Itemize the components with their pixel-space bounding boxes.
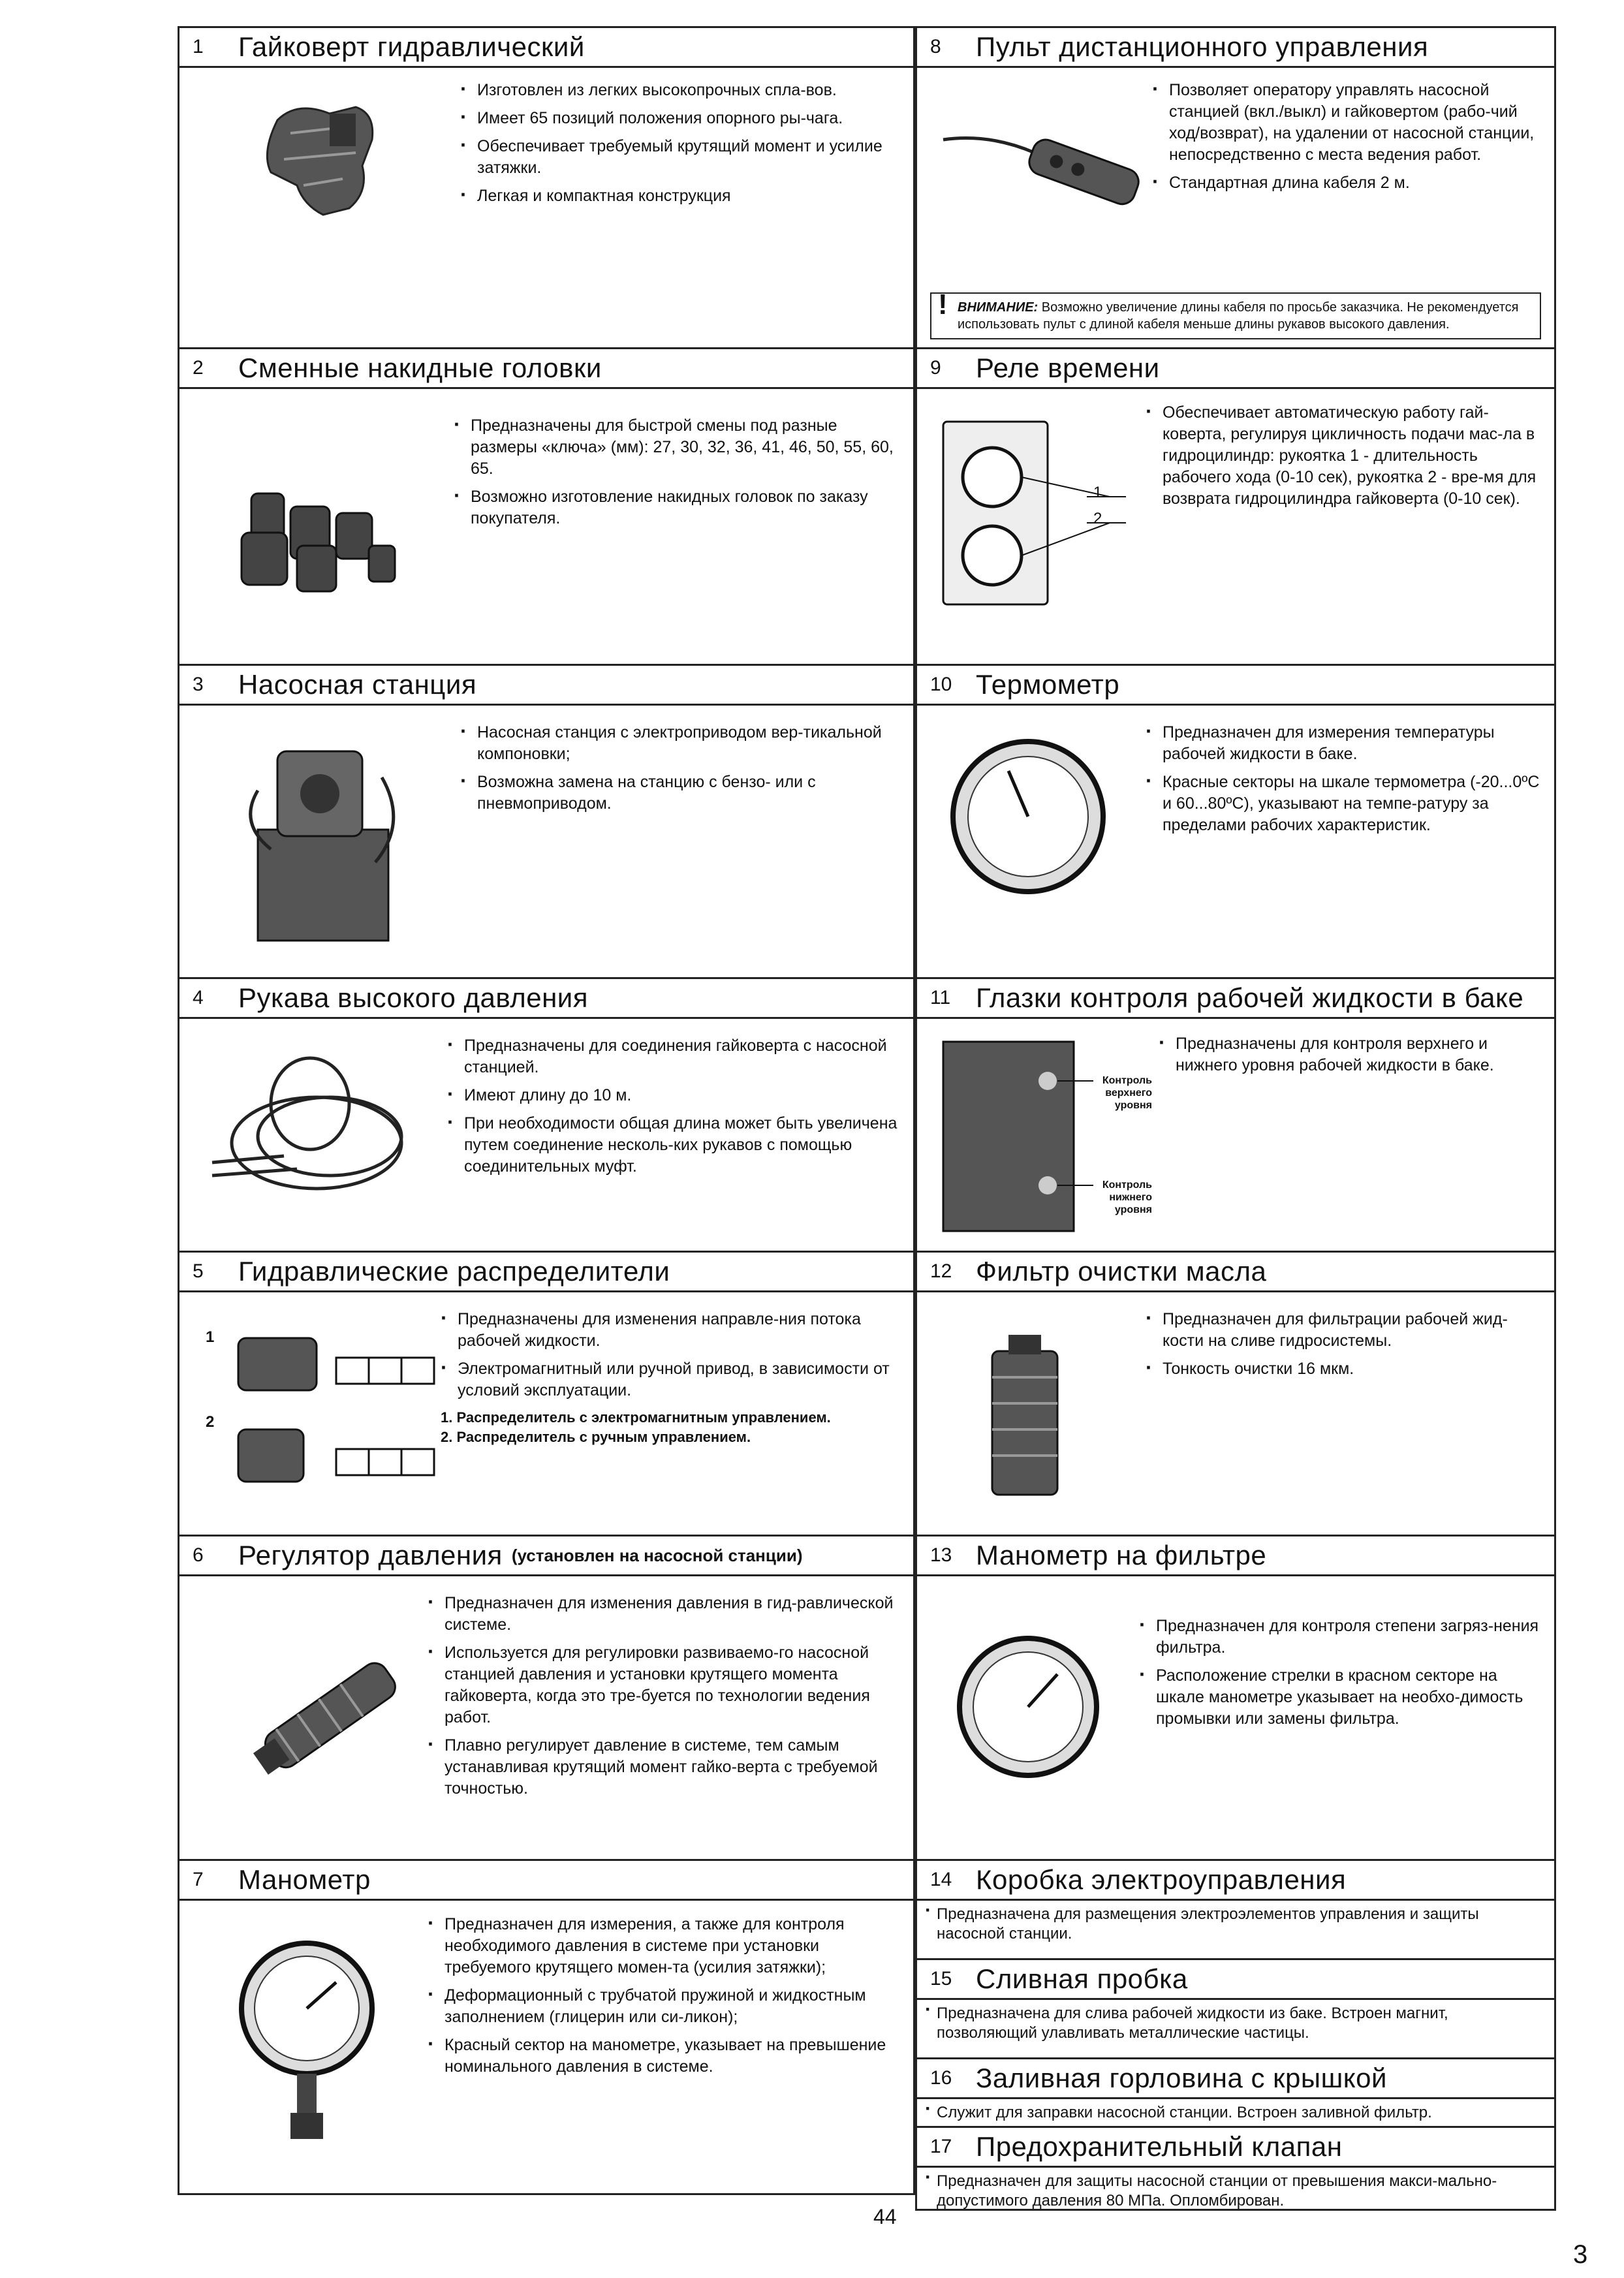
section-header [180,349,913,389]
section-description [1152,80,1544,200]
section-header [917,1253,1554,1292]
section-remote-control [915,26,1556,349]
feature-item: · Предназначен для контроля степени загряз-нения фильтра. [1139,1615,1544,1659]
section-header [180,1861,913,1901]
feature-item: · Предназначены для контроля верхнего и нижнего уровня рабочей жидкости в баке. [1159,1033,1544,1076]
page-number: 44 [873,2205,897,2228]
section-title: Регулятор давления [238,1540,503,1570]
feature-item: · Имеют длину до 10 м. [447,1085,898,1106]
section-number: 15 [930,1968,952,1989]
feature-item: · Легкая и компактная конструкция [460,185,891,207]
section-level-gauges [915,977,1556,1253]
feature-item: · Предназначен для фильтрации рабочей жид-кости на сливе гидросистемы. [1146,1309,1544,1352]
section-title: Термометр [976,669,1120,700]
tank-image [937,1035,1093,1244]
section-description [441,1309,898,1447]
remote-control-image [937,107,1146,218]
section-sockets [178,347,915,666]
warning-text: Возможно увеличение длины кабеля по просьбе заказчика. Не рекомендуется использовать пульт с длиной кабеля меньше длины рукавов высокого давления. [958,300,1519,332]
feature-item: · Возможно изготовление накидных головок по заказу покупателя. [454,486,898,529]
feature-item: · Предназначен для изменения давления в гид-равлической системе. [428,1593,898,1636]
section-number: 13 [930,1544,952,1566]
numbered-list [441,1408,898,1447]
section-header [180,979,913,1019]
hoses-image [206,1045,441,1215]
section-number: 14 [930,1869,952,1890]
section-drain-plug [915,1958,1556,2059]
section-number: 10 [930,674,952,695]
section-number: 4 [193,987,204,1008]
feature-item: · Электромагнитный или ручной привод, в зависимости от условий эксплуатации. [441,1358,898,1401]
section-description [428,1593,898,1806]
feature-item: · Красный сектор на манометре, указывает на превышение номинального давления в системе. [428,2035,898,2078]
section-description [447,1035,898,1184]
section-description [454,415,898,536]
section-header [180,1537,913,1576]
section-number: 11 [930,987,951,1008]
oil-filter-image [976,1332,1074,1508]
corner-number: 3 [1573,2240,1588,2269]
section-pump-station [178,664,915,979]
section-description [1159,1033,1544,1083]
section-electric-box [915,1859,1556,1960]
section-number: 2 [193,357,204,379]
section-title: Гидравлические распределители [238,1256,670,1287]
image-label-1: 1 [206,1328,215,1346]
section-text: · Предназначен для защиты насосной станции от превышения макси-мально-допустимого давления 80 МПа. Опломбирован. [917,2168,1554,2211]
section-header [917,2059,1554,2099]
section-timer-relay [915,347,1556,666]
warning-label: ВНИМАНИЕ: [958,300,1038,315]
timer-relay-image [937,415,1132,611]
section-title: Глазки контроля рабочей жидкости в баке [976,982,1524,1013]
section-number: 5 [193,1260,204,1282]
section-valves [178,1251,915,1537]
upper-level-label: Контроль верхнего уровня [1102,1075,1152,1111]
section-description [1146,1309,1544,1386]
section-text: · Предназначена для размещения электроэлементов управления и защиты насосной станции. [917,1901,1554,1944]
feature-item: · Деформационный с трубчатой пружиной и жидкостным заполнением (глицерин или си-ликон); [428,1985,898,2028]
section-header [917,979,1554,1019]
section-subtitle: (установлен на насосной станции) [511,1545,803,1565]
section-number: 1 [193,36,204,57]
feature-item: · Предназначены для быстрой смены под разные размеры «ключа» (мм): 27, 30, 32, 36, 41, 46, 50, 55, 60, 65. [454,415,898,480]
section-number: 16 [930,2067,952,2089]
section-title: Насосная станция [238,669,477,700]
section-description [460,80,891,213]
feature-item: · Расположение стрелки в красном секторе на шкале манометре указывает на необхо-димость промывки или замены фильтра. [1139,1665,1544,1730]
section-header [180,666,913,706]
warning-icon: ! [938,289,948,320]
section-header [917,1861,1554,1901]
section-description [1146,722,1544,843]
section-title: Манометр [238,1864,371,1895]
section-thermometer [915,664,1556,979]
feature-item: · Изготовлен из легких высокопрочных спла-вов. [460,80,891,101]
feature-item: · Предназначены для изменения направле-ния потока рабочей жидкости. [441,1309,898,1352]
section-title: Предохранительный клапан [976,2131,1343,2162]
handle-label-1: 1 [1093,484,1102,501]
section-header [917,28,1554,68]
section-description [460,722,898,821]
section-number: 7 [193,1869,204,1890]
section-text: · Служит для заправки насосной станции. Встроен заливной фильтр. [917,2099,1554,2123]
section-title: Пульт дистанционного управления [976,31,1429,62]
feature-item: · Стандартная длина кабеля 2 м. [1152,172,1544,194]
section-title: Манометр на фильтре [976,1540,1267,1570]
section-hydraulic-wrench [178,26,915,349]
lower-level-label: Контроль нижнего уровня [1102,1179,1152,1215]
feature-item: · Плавно регулирует давление в системе, тем самым устанавливая крутящий момент гайко-верта с требуемой точностью. [428,1735,898,1800]
section-title: Коробка электроуправления [976,1864,1347,1895]
section-number: 3 [193,674,204,695]
feature-item: · Предназначены для соединения гайковерта с насосной станцией. [447,1035,898,1078]
section-title: Гайковерт гидравлический [238,31,585,62]
section-header [917,349,1554,389]
section-header [180,1253,913,1292]
filter-manometer-image [950,1629,1106,1785]
hydraulic-wrench-image [258,94,395,225]
section-hoses [178,977,915,1253]
section-description [428,1914,898,2084]
section-header [917,2128,1554,2168]
section-title: Заливная горловина с крышкой [976,2063,1387,2093]
manometer-image [232,1933,382,2149]
section-pressure-regulator [178,1535,915,1861]
pump-station-image [232,732,414,947]
thermometer-image [943,732,1113,901]
section-title: Рукава высокого давления [238,982,588,1013]
feature-item: · Предназначен для измерения температуры рабочей жидкости в баке. [1146,722,1544,765]
feature-item: · Насосная станция с электроприводом вер-тикальной компоновки; [460,722,898,765]
pressure-regulator-image [238,1629,428,1798]
section-description [1146,402,1544,516]
section-header [917,1537,1554,1576]
warning-box [930,289,1541,339]
valves-image [225,1318,447,1514]
section-oil-filter [915,1251,1556,1537]
feature-item: · Красные секторы на шкале термометра (-20...0ºС и 60...80ºС), указывают на темпе-ратуру за пределами рабочих характеристик. [1146,772,1544,836]
catalog-page [178,26,1556,2209]
section-number: 17 [930,2136,952,2157]
feature-item: · Обеспечивает требуемый крутящий момент и усилие затяжки. [460,136,891,179]
feature-item: · Используется для регулировки развиваемо-го насосной станцией давления и установки крутящего момента гайковерта, когда это тре-буется по технологии ведения работ. [428,1642,898,1728]
section-description [1139,1615,1544,1736]
handle-label-2: 2 [1093,510,1102,527]
section-number: 12 [930,1260,952,1282]
feature-item: · Возможна замена на станцию с бензо- или с пневмоприводом. [460,772,898,815]
section-manometer [178,1859,915,2195]
section-title: Сливная пробка [976,1963,1188,1994]
image-label-2: 2 [206,1413,215,1431]
section-header [917,1960,1554,2000]
section-number: 6 [193,1544,204,1566]
numbered-item: 2. Распределитель с ручным управлением. [441,1429,751,1445]
feature-item: · Позволяет оператору управлять насосной станцией (вкл./выкл) и гайковертом (рабо-чий ход/возврат), на удалении от насосной станции, непосредственно с места ведения работ. [1152,80,1544,166]
numbered-item: 1. Распределитель с электромагнитным управлением. [441,1409,831,1426]
section-number: 9 [930,357,941,379]
section-safety-valve [915,2126,1556,2211]
feature-item: · При необходимости общая длина может быть увеличена путем соединение несколь-ких рукавов с помощью соединительных муфт. [447,1113,898,1178]
section-filler-neck [915,2057,1556,2128]
section-text: · Предназначена для слива рабочей жидкости из баке. Встроен магнит, позволяющий улавливать металлические частицы. [917,2000,1554,2043]
feature-item: · Имеет 65 позиций положения опорного ры-чага. [460,108,891,129]
section-title: Сменные накидные головки [238,352,602,383]
feature-item: · Предназначен для измерения, а также для контроля необходимого давления в системе при установки требуемого крутящего момен-та (усилия затяжки); [428,1914,898,1978]
feature-item: · Обеспечивает автоматическую работу гай-коверта, регулируя цикличность подачи мас-ла в гидроцилиндр: рукоятка 1 - длительность рабочего хода (0-10 сек), рукоятка 2 - вре-мя для возврата гидроцилиндра гайковерта (0-10 сек). [1146,402,1544,510]
feature-item: · Тонкость очистки 16 мкм. [1146,1358,1544,1380]
sockets-image [232,474,428,598]
section-title: Фильтр очистки масла [976,1256,1267,1287]
section-filter-manometer [915,1535,1556,1861]
section-number: 8 [930,36,941,57]
section-header [917,666,1554,706]
section-header [180,28,913,68]
section-title: Реле времени [976,352,1160,383]
